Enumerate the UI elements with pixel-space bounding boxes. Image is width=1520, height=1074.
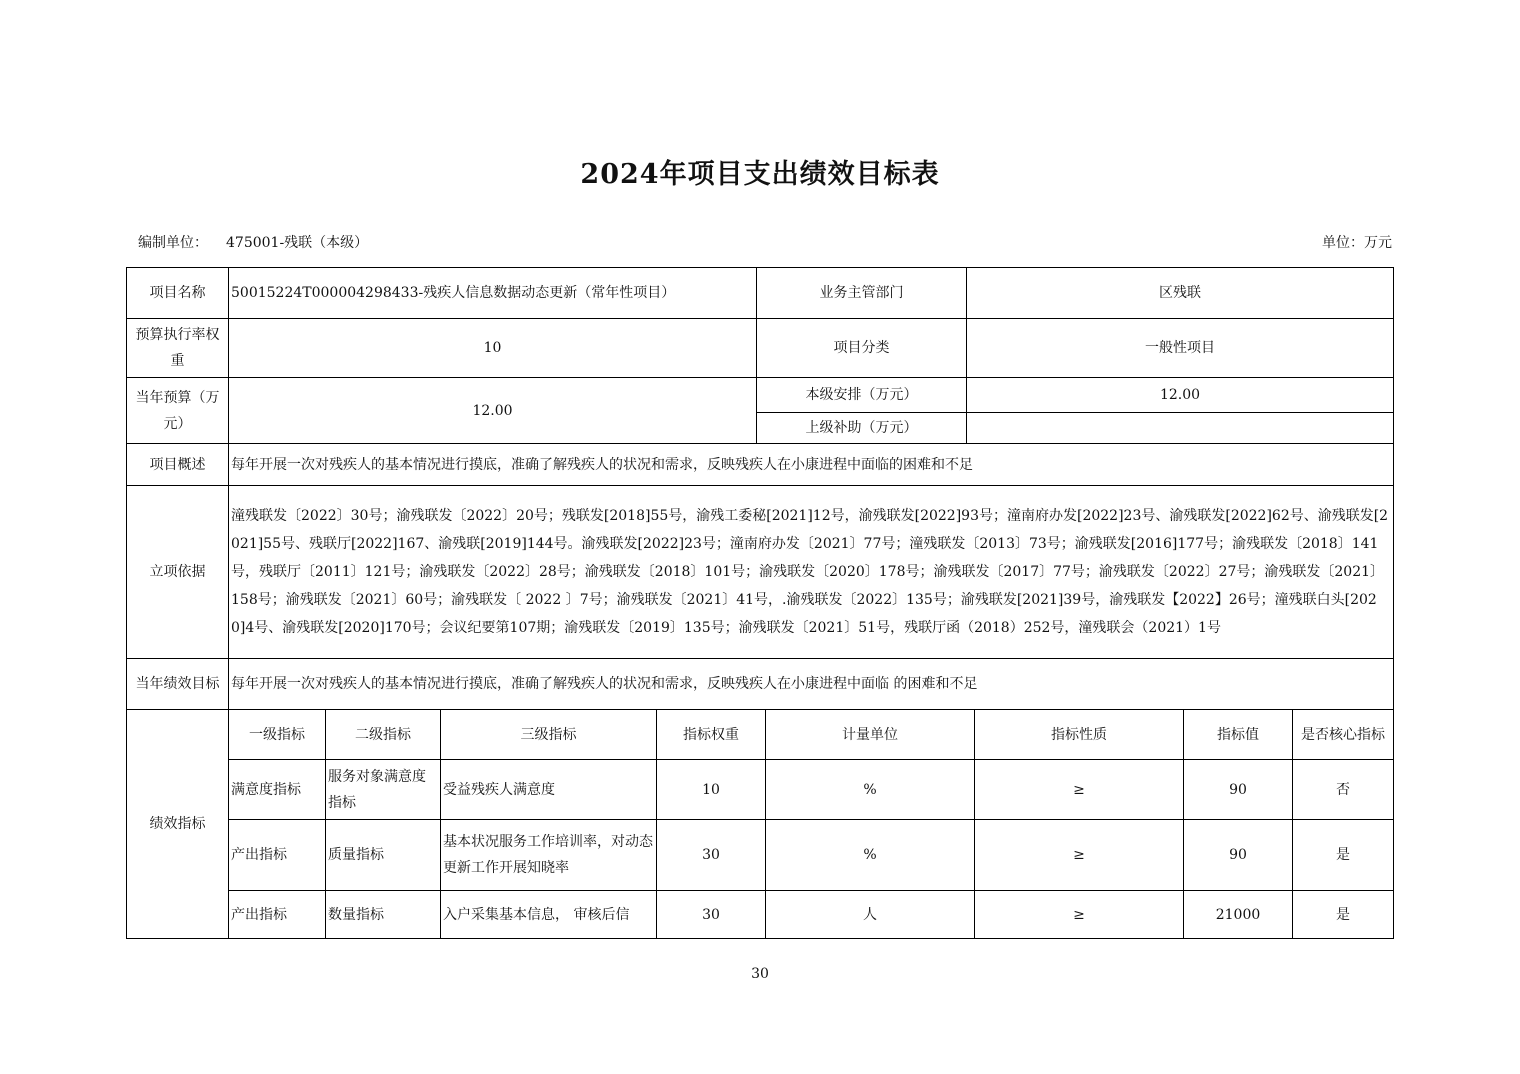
table-row <box>127 378 1394 413</box>
upper-funding-value <box>967 413 1394 444</box>
row-weight: 10 <box>657 760 766 820</box>
compiling-unit <box>138 232 368 252</box>
table-row <box>127 820 1394 891</box>
row-level3: 受益残疾人满意度 <box>441 760 657 820</box>
category-label: 项目分类 <box>757 319 967 378</box>
page-number: 30 <box>751 966 769 982</box>
table-row <box>127 319 1394 378</box>
row-unit: % <box>766 760 975 820</box>
row-level2: 质量指标 <box>326 820 441 891</box>
local-funding-value: 12.00 <box>967 378 1394 413</box>
indicator-section-label: 绩效指标 <box>127 710 229 939</box>
table-row <box>127 760 1394 820</box>
row-level3: 入户采集基本信息， 审核后信 <box>441 891 657 939</box>
table-row <box>127 268 1394 319</box>
budget-label: 当年预算（万元） <box>127 378 229 444</box>
row-level2: 数量指标 <box>326 891 441 939</box>
local-funding-label: 本级安排（万元） <box>757 378 967 413</box>
header-nature: 指标性质 <box>975 710 1184 760</box>
table-row <box>127 891 1394 939</box>
project-name-label: 项目名称 <box>127 268 229 319</box>
row-level1: 产出指标 <box>229 891 326 939</box>
table-row <box>127 659 1394 710</box>
upper-funding-label: 上级补助（万元） <box>757 413 967 444</box>
header-unit: 计量单位 <box>766 710 975 760</box>
compiling-unit-value: 475001-残联（本级） <box>226 235 369 251</box>
header-core: 是否核心指标 <box>1293 710 1394 760</box>
row-level3: 基本状况服务工作培训率，对动态更新工作开展知晓率 <box>441 820 657 891</box>
dept-value: 区残联 <box>967 268 1394 319</box>
header-level3: 三级指标 <box>441 710 657 760</box>
row-nature: ≥ <box>975 891 1184 939</box>
weight-value: 10 <box>229 319 757 378</box>
indicator-header-row <box>127 710 1394 760</box>
header-value: 指标值 <box>1184 710 1293 760</box>
table-row <box>127 486 1394 659</box>
row-core: 是 <box>1293 820 1394 891</box>
row-nature: ≥ <box>975 820 1184 891</box>
weight-label: 预算执行率权重 <box>127 319 229 378</box>
overview-value: 每年开展一次对残疾人的基本情况进行摸底，准确了解残疾人的状况和需求，反映残疾人在小康进程中面临的困难和不足 <box>229 444 1394 486</box>
project-info-table <box>126 267 1394 710</box>
row-unit: 人 <box>766 891 975 939</box>
row-unit: % <box>766 820 975 891</box>
currency-unit: 单位：万元 <box>1322 235 1392 251</box>
row-core: 是 <box>1293 891 1394 939</box>
row-weight: 30 <box>657 891 766 939</box>
annual-goal-label: 当年绩效目标 <box>127 659 229 710</box>
overview-label: 项目概述 <box>127 444 229 486</box>
dept-label: 业务主管部门 <box>757 268 967 319</box>
row-nature: ≥ <box>975 760 1184 820</box>
basis-value: 潼残联发〔2022〕30号；渝残联发〔2022〕20号；残联发[2018]55号，渝残工委秘[2021]12号，渝残联发[2022]93号；潼南府办发[2022]23号、渝残联发[2022]62号、渝残联发[2021]55号、残联厅[2022]167、渝残联[2019]144号。渝残联发[2022]23号；潼南府办发〔2021〕77号；潼残联发〔2013〕73号；渝残联发[2016]177号；渝残联发〔2018〕141号，残联厅〔2011〕121号；渝残联发〔2022〕28号；渝残联发〔2018〕101号；渝残联发〔2020〕178号；渝残联发〔2017〕77号；渝残联发〔2022〕27号；渝残联发〔2021〕158号；渝残联发〔2021〕60号；渝残联发〔 2022 〕7号；渝残联发〔2021〕41号，.渝残联发〔2022〕135号；渝残联发[2021]39号，渝残联发【2022】26号；潼残联白头[2020]4号、渝残联发[2020]170号；会议纪要第107期；渝残联发〔2019〕135号；渝残联发〔2021〕51号，残联厅函（2018）252号，潼残联会（2021）1号 <box>229 486 1394 659</box>
table-row <box>127 444 1394 486</box>
row-weight: 30 <box>657 820 766 891</box>
row-core: 否 <box>1293 760 1394 820</box>
page-title: 2024年项目支出绩效目标表 <box>580 159 940 190</box>
row-level2: 服务对象满意度指标 <box>326 760 441 820</box>
row-level1: 产出指标 <box>229 820 326 891</box>
compiling-unit-label: 编制单位： <box>138 235 208 251</box>
header-level2: 二级指标 <box>326 710 441 760</box>
indicator-table <box>126 709 1394 939</box>
header-weight: 指标权重 <box>657 710 766 760</box>
row-value: 90 <box>1184 760 1293 820</box>
budget-value: 12.00 <box>229 378 757 444</box>
project-name-value: 50015224T000004298433-残疾人信息数据动态更新（常年性项目） <box>229 268 757 319</box>
basis-label: 立项依据 <box>127 486 229 659</box>
category-value: 一般性项目 <box>967 319 1394 378</box>
row-level1: 满意度指标 <box>229 760 326 820</box>
row-value: 90 <box>1184 820 1293 891</box>
row-value: 21000 <box>1184 891 1293 939</box>
annual-goal-value: 每年开展一次对残疾人的基本情况进行摸底，准确了解残疾人的状况和需求，反映残疾人在小康进程中面临 的困难和不足 <box>229 659 1394 710</box>
header-level1: 一级指标 <box>229 710 326 760</box>
